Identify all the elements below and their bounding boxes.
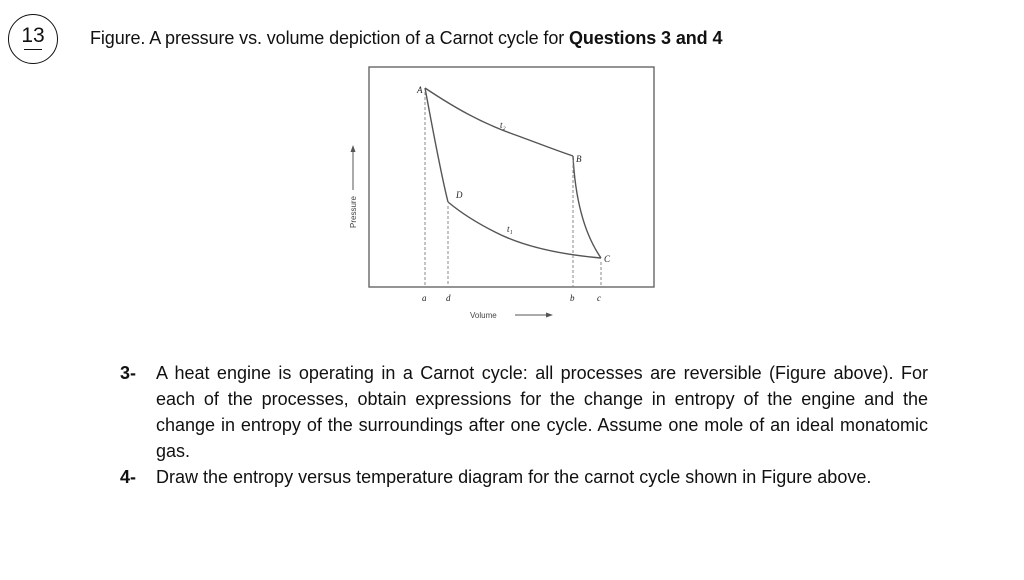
- isotherm-t2-a-to-b: [425, 88, 573, 156]
- x-axis-arrowhead: [546, 313, 553, 318]
- question-item: [120, 360, 928, 464]
- volume-tick-d: d: [446, 293, 451, 303]
- isotherm-label-t2: t₂: [500, 120, 506, 130]
- question-item: [120, 464, 928, 490]
- adiabat-d-to-a: [425, 88, 448, 202]
- adiabat-b-to-c: [573, 156, 601, 258]
- volume-tick-c: c: [597, 293, 601, 303]
- caption-bold: Questions 3 and 4: [569, 28, 723, 48]
- isotherm-label-t1: t₁: [507, 224, 513, 234]
- point-label-a: A: [417, 85, 423, 95]
- x-axis-label: Volume: [470, 311, 497, 320]
- volume-tick-a: a: [422, 293, 427, 303]
- question-number-label: 4-: [120, 467, 137, 487]
- question-text: Draw the entropy versus temperature diagram for the carnot cycle shown in Figure above.: [156, 467, 872, 487]
- point-label-b: B: [576, 154, 582, 164]
- isotherm-t1-c-to-d: [448, 202, 601, 258]
- question-number-label: 3-: [120, 363, 137, 383]
- point-label-d: D: [456, 190, 463, 200]
- question-number: 13: [21, 24, 45, 47]
- volume-tick-b: b: [570, 293, 575, 303]
- caption-text: Figure. A pressure vs. volume depiction of a Carnot cycle for: [90, 28, 570, 48]
- questions-list: [120, 360, 928, 490]
- point-label-c: C: [604, 254, 611, 264]
- plot-frame: [369, 67, 654, 287]
- y-axis-label: Pressure: [349, 195, 358, 228]
- y-axis-arrowhead: [351, 145, 356, 152]
- question-text: A heat engine is operating in a Carnot cycle: all processes are reversible (Figure above). For each of the processes, obtain expressions for the change in entropy of the engine and the change in entropy of the surroundings after one cycle. Assume one mole of an ideal monatomic gas.: [156, 363, 928, 461]
